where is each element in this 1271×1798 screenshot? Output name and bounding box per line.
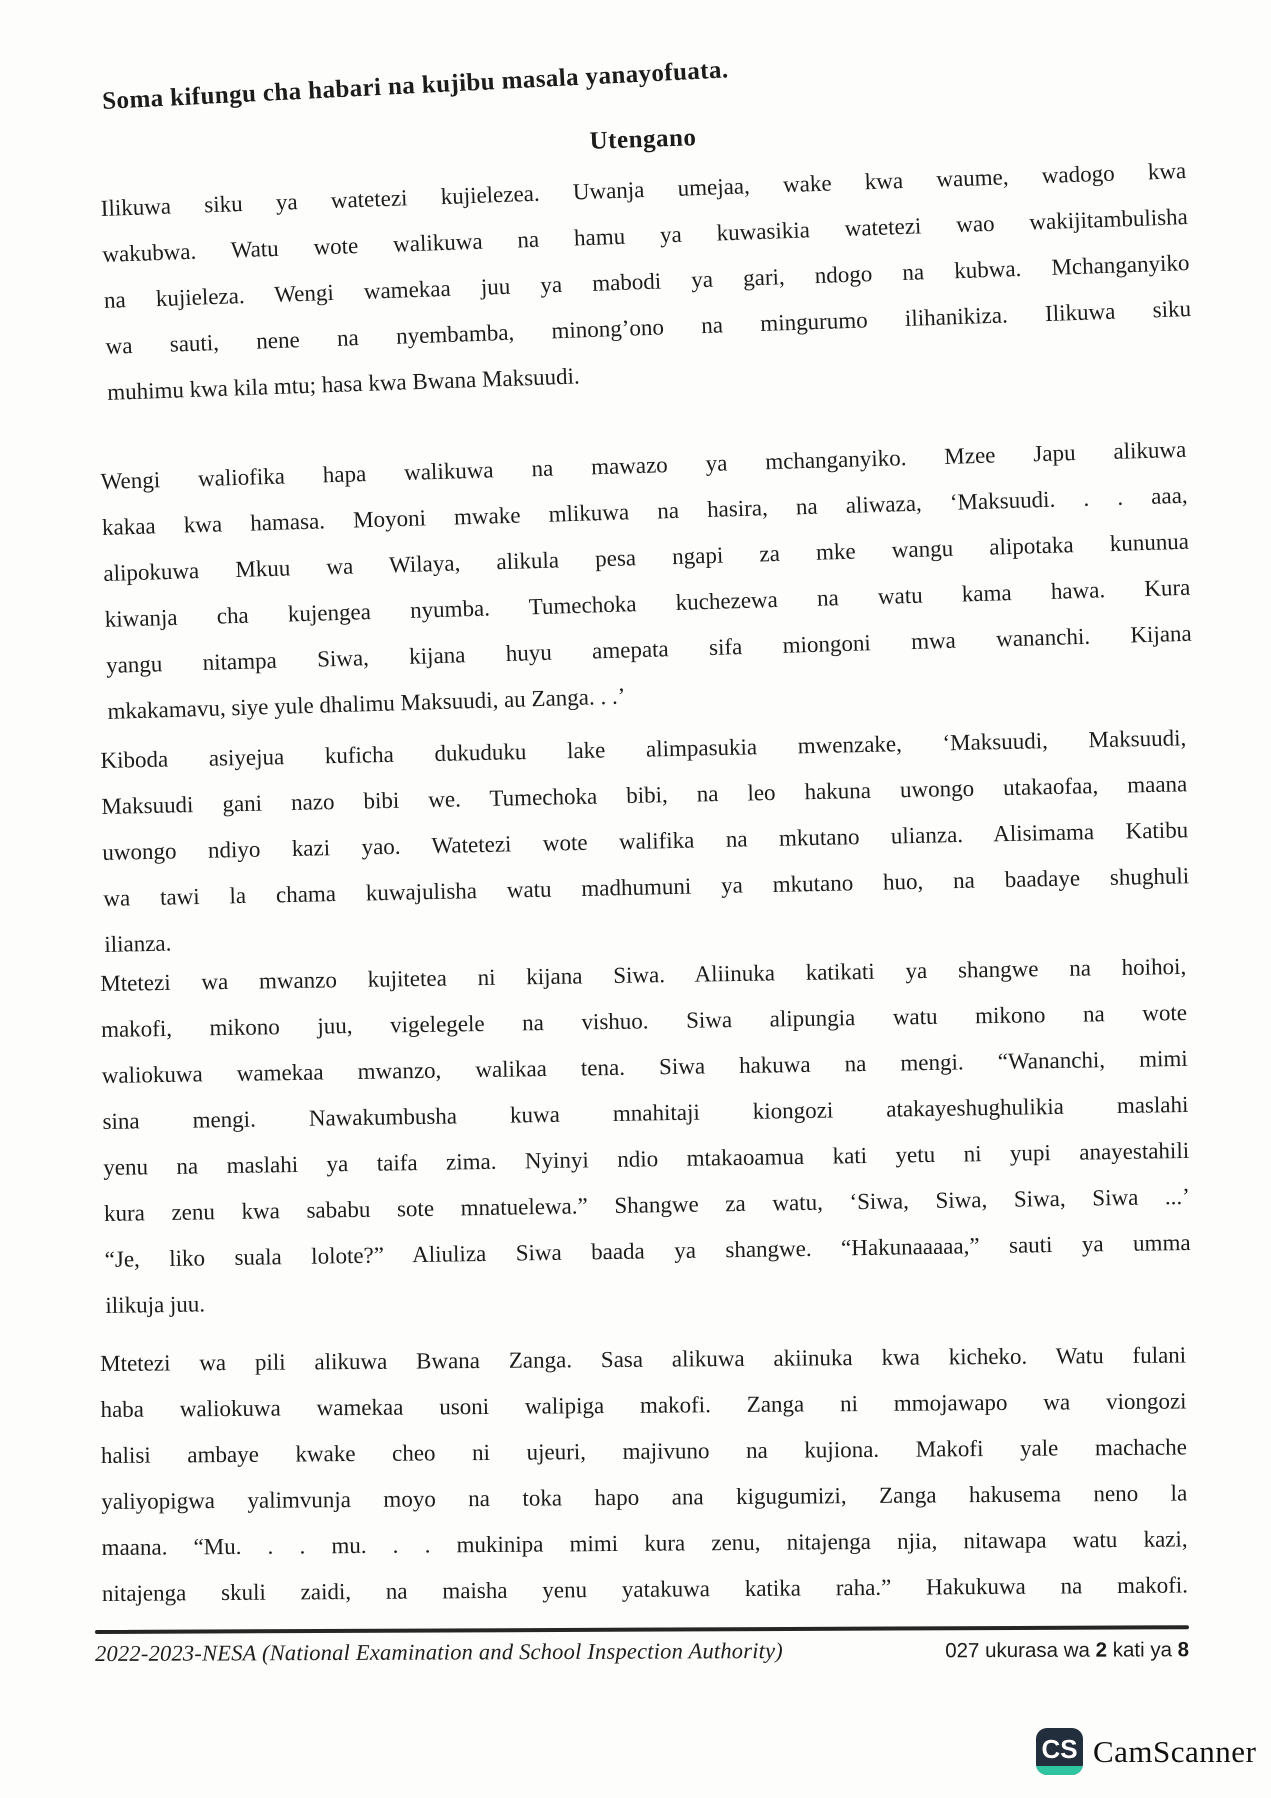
passage-line: maana. “Mu. . . mu. . . mukinipa mimi kura zenu, nitajenga njia, nitawapa watu kazi, <box>101 1526 1188 1560</box>
passage-line: Wengi waliofika hapa walikuwa na mawazo ya mchanganyiko. Mzee Japu alikuwa <box>100 436 1187 494</box>
passage-line: yenu na maslahi ya taifa zima. Nyinyi ndio mtakaoamua kati yetu ni yupi anayestahili <box>103 1137 1190 1180</box>
passage-line: Kiboda asiyejua kuficha dukuduku lake alimpasukia mwenzake, ‘Maksuudi, Maksuudi, <box>100 725 1187 773</box>
footer-page-number: 2 <box>1095 1638 1108 1662</box>
passage-paragraph-3 <box>100 715 1191 968</box>
passage-line: mkakamavu, siye yule dhalimu Maksuudi, au Zanga. . .’ <box>107 683 626 724</box>
passage-title: Utengano <box>589 124 697 155</box>
passage-line: makofi, mikono juu, vigelegele na vishuo. Siwa alipungia watu mikono na wote <box>100 999 1188 1042</box>
footer-page-mid: kati ya <box>1106 1638 1178 1662</box>
camscanner-icon <box>1036 1728 1083 1775</box>
passage-line: muhimu kwa kila mtu; hasa kwa Bwana Maksuudi. <box>106 363 581 405</box>
passage-line: nitajenga skuli zaidi, na maisha yenu yatakuwa katika raha.” Hakukuwa na makofi. <box>101 1572 1189 1606</box>
passage-line: kakaa kwa hamasa. Moyoni mwake mlikuwa na hasira, na aliwaza, ‘Maksuudi. . . aaa, <box>101 482 1188 540</box>
passage-line: yaliyopigwa yalimvunja moyo na toka hapo ana kigugumizi, Zanga hakusema neno la <box>101 1480 1188 1514</box>
passage-paragraph-4 <box>100 944 1192 1329</box>
footer-page-info <box>945 1638 1189 1663</box>
passage-paragraph-2 <box>100 427 1194 735</box>
passage-line: Maksuudi gani nazo bibi we. Tumechoka bibi, na leo hakuna uwongo utakaofaa, maana <box>101 771 1188 819</box>
passage-line: kura zenu kwa sababu sote mnatuelewa.” Shangwe za watu, ‘Siwa, Siwa, Siwa, Siwa ...’ <box>103 1183 1191 1226</box>
passage-line: ilikuja juu. <box>105 1291 206 1318</box>
passage-line: ilianza. <box>104 930 172 957</box>
camscanner-icon-text: CS <box>1041 1733 1078 1764</box>
footer-exam-authority: 2022-2023-NESA (National Examination and School Inspection Authority) <box>95 1637 784 1666</box>
passage-line: sina mengi. Nawakumbusha kuwa mnahitaji kiongozi atakayeshughulikia maslahi <box>102 1091 1189 1134</box>
passage-paragraph-1 <box>100 148 1193 416</box>
page-footer <box>95 1636 1189 1667</box>
passage-line: kiwanja cha kujengea nyumba. Tumechoka kuchezewa na watu kama hawa. Kura <box>104 574 1191 632</box>
footer-page-total: 8 <box>1177 1638 1190 1662</box>
camscanner-label: CamScanner <box>1093 1733 1257 1769</box>
passage-line: wakubwa. Watu wote walikuwa na hamu ya kuwasikia watetezi wao wakijitambulisha <box>101 204 1189 267</box>
passage-line: yangu nitampa Siwa, kijana huyu amepata sifa miongoni mwa wananchi. Kijana <box>105 620 1193 678</box>
footer-page-prefix: 027 ukurasa wa <box>945 1638 1096 1663</box>
passage-line: wa sauti, nene na nyembamba, minong’ono na mingurumo ilihanikiza. Ilikuwa siku <box>105 296 1192 359</box>
camscanner-watermark <box>1036 1728 1256 1775</box>
passage-line: alipokuwa Mkuu wa Wilaya, alikula pesa ngapi za mke wangu alipotaka kununua <box>103 528 1190 586</box>
passage-line: haba waliokuwa wamekaa usoni walipiga makofi. Zanga ni mmojawapo wa viongozi <box>100 1388 1187 1422</box>
passage-line: na kujieleza. Wengi wamekaa juu ya mabodi ya gari, ndogo na kubwa. Mchanganyiko <box>103 250 1190 313</box>
camscanner-icon-teal-strip <box>1036 1766 1083 1775</box>
footer-divider <box>95 1625 1189 1634</box>
passage-line: waliokuwa wamekaa mwanzo, walikaa tena. Siwa hakuwa na mengi. “Wananchi, mimi <box>101 1045 1188 1088</box>
passage-line: wa tawi la chama kuwajulisha watu madhumuni ya mkutano huo, na baadaye shughuli <box>103 863 1190 911</box>
passage-line: “Je, liko suala lolote?” Aliuliza Siwa baada ya shangwe. “Hakunaaaaa,” sauti ya umma <box>104 1229 1191 1272</box>
passage-line: uwongo ndiyo kazi yao. Watetezi wote walifika na mkutano ulianza. Alisimama Katibu <box>102 817 1189 865</box>
passage-line: Mtetezi wa pili alikuwa Bwana Zanga. Sasa alikuwa akiinuka kwa kicheko. Watu fulani <box>100 1342 1187 1376</box>
passage-line: halisi ambaye kwake cheo ni ujeuri, majivuno na kujiona. Makofi yale machache <box>100 1434 1187 1468</box>
passage-paragraph-5 <box>100 1332 1188 1617</box>
passage-line: Ilikuwa siku ya watetezi kujielezea. Uwanja umejaa, wake kwa waume, wadogo kwa <box>100 158 1187 221</box>
passage-line: Mtetezi wa mwanzo kujitetea ni kijana Siwa. Aliinuka katikati ya shangwe na hoihoi, <box>100 953 1187 996</box>
passage-instruction: Soma kifungu cha habari na kujibu masala yanayofuata. <box>101 56 730 116</box>
